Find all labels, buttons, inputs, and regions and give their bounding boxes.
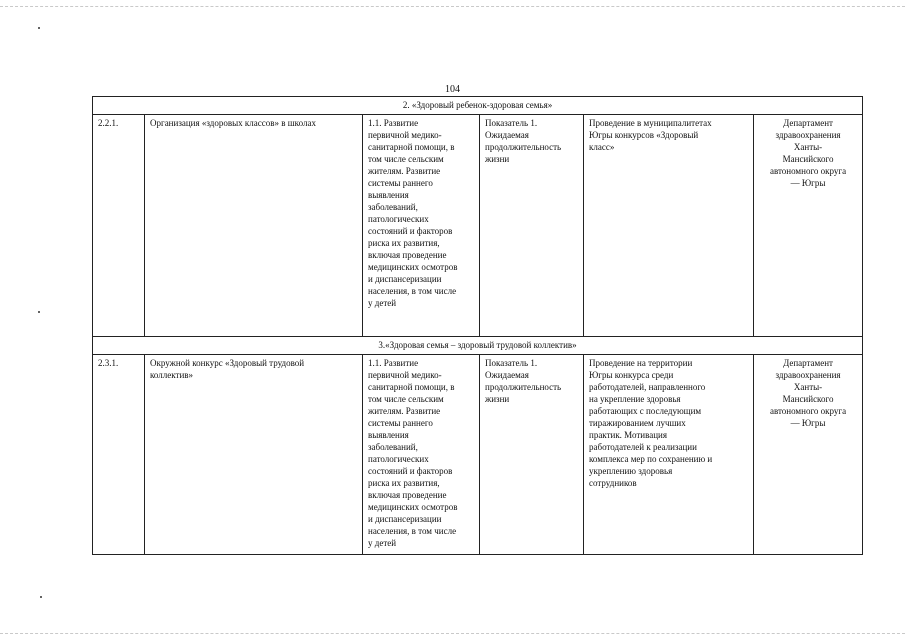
section-header-row: [93, 97, 863, 115]
row-name: Организация «здоровых классов» в школах: [145, 115, 363, 337]
table-row: [93, 115, 863, 337]
row-activity: Проведение на территории Югры конкурса среди работодателей, направленного на укрепление здоровья работающих с последующим тиражированием лучших практик. Мотивация работодателей к реализации комплекса мер по сохранению и укреплению здоровья сотрудников: [584, 355, 754, 555]
scan-speck: [38, 27, 40, 29]
page-number: 104: [445, 84, 460, 95]
row-code: 2.3.1.: [93, 355, 145, 555]
section-title: 3.«Здоровая семья – здоровый трудовой коллектив»: [93, 337, 863, 355]
scan-speck: [38, 311, 40, 313]
row-code: 2.2.1.: [93, 115, 145, 337]
row-indicator: Показатель 1. Ожидаемая продолжительность жизни: [480, 115, 584, 337]
row-responsible: Департамент здравоохранения Ханты- Мансийского автономного округа — Югры: [754, 355, 863, 555]
row-activity: Проведение в муниципалитетах Югры конкурсов «Здоровый класс»: [584, 115, 754, 337]
row-task: 1.1. Развитие первичной медико- санитарной помощи, в том числе сельским жителям. Развитие системы раннего выявления заболеваний, патологических состояний и факторов риска их развития, включая проведение медицинских осмотров и диспансеризации населения, в том числе у детей: [363, 115, 480, 337]
section-header-row: [93, 337, 863, 355]
scan-speck: [40, 596, 42, 598]
row-task: 1.1. Развитие первичной медико- санитарной помощи, в том числе сельским жителям. Развитие системы раннего выявления заболеваний, патологических состояний и факторов риска их развития, включая проведение медицинских осмотров и диспансеризации населения, в том числе у детей: [363, 355, 480, 555]
row-responsible: Департамент здравоохранения Ханты- Мансийского автономного округа — Югры: [754, 115, 863, 337]
row-name: Окружной конкурс «Здоровый трудовой коллектив»: [145, 355, 363, 555]
program-table: [92, 96, 863, 555]
scan-edge-top: [0, 6, 905, 7]
section-title: 2. «Здоровый ребенок-здоровая семья»: [93, 97, 863, 115]
scan-edge-bottom: [0, 633, 905, 634]
row-indicator: Показатель 1. Ожидаемая продолжительность жизни: [480, 355, 584, 555]
table-row: [93, 355, 863, 555]
